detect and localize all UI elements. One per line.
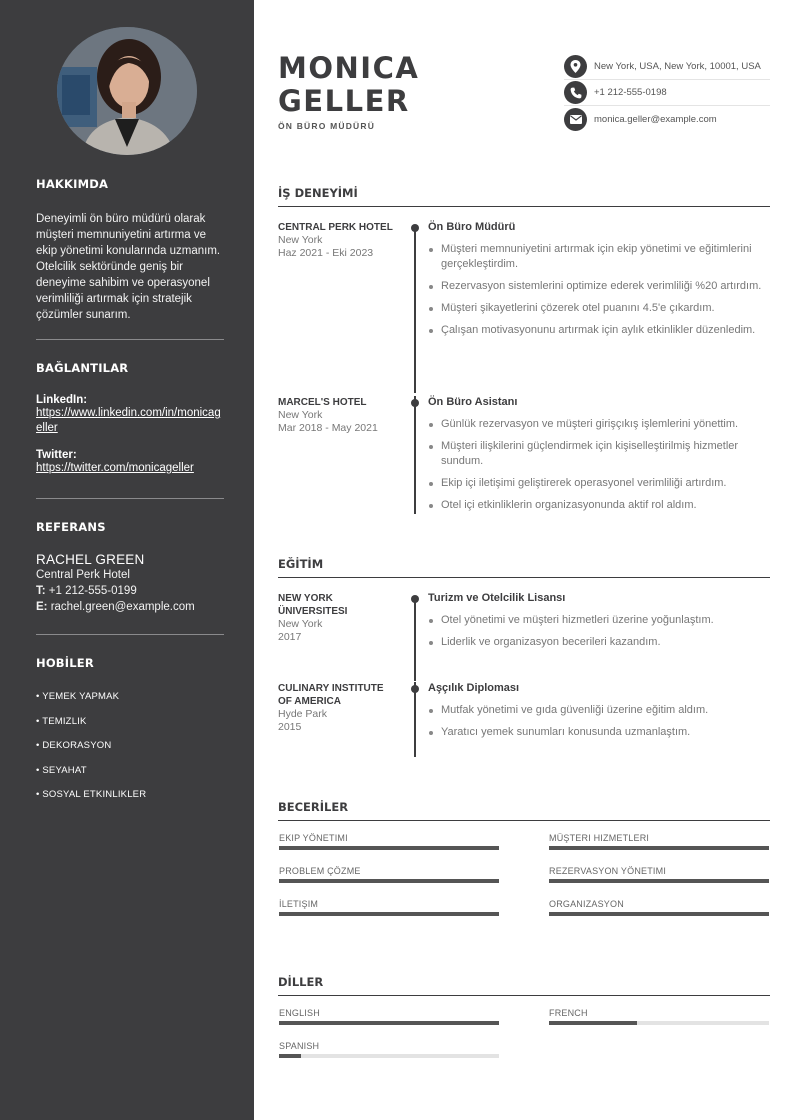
graduation-year: 2015 xyxy=(278,721,302,733)
skill-name: EKIP YÖNETIMI xyxy=(279,833,348,843)
hobby-item: • SEYAHAT xyxy=(36,764,87,776)
achievement-bullet: Müşteri ilişkilerini güçlendirmek için kişiselleştirilmiş hizmetler sundum. xyxy=(428,439,770,469)
reference-title: REFERANS xyxy=(36,520,106,534)
address-text: New York, USA, New York, 10001, USA xyxy=(594,61,761,72)
sidebar xyxy=(0,0,254,1120)
language-bar xyxy=(279,1021,499,1025)
timeline-line xyxy=(414,225,416,393)
timeline-dot xyxy=(411,224,419,232)
language-bar-fill xyxy=(549,1021,637,1025)
reference-phone: T: +1 212-555-0199 xyxy=(36,585,137,597)
hobby-item: • SOSYAL ETKINLIKLER xyxy=(36,789,147,800)
links-section xyxy=(36,361,224,476)
language-bar xyxy=(279,1054,499,1058)
profile-photo xyxy=(57,27,197,155)
role-title: Ön Büro Müdürü xyxy=(428,221,516,233)
twitter-label: Twitter: xyxy=(36,449,77,461)
skill-item xyxy=(549,833,769,850)
skill-bar-fill xyxy=(549,846,769,850)
skill-bar xyxy=(279,912,499,916)
experience-title: İŞ DENEYİMİ xyxy=(278,186,770,207)
graduation-year: 2017 xyxy=(278,631,302,643)
achievement-bullet: Otel içi etkinliklerin organizasyonunda aktif rol aldım. xyxy=(428,498,770,513)
skill-bar xyxy=(549,846,769,850)
school-location: New York xyxy=(278,618,323,630)
school-name: CULINARY INSTITUTE OF AMERICA xyxy=(278,683,384,707)
skill-bar-fill xyxy=(279,846,499,850)
about-title: HAKKIMDA xyxy=(36,177,109,191)
links-title: BAĞLANTILAR xyxy=(36,361,129,375)
language-name: ENGLISH xyxy=(279,1008,320,1018)
achievement-bullet: Günlük rezervasyon ve müşteri girişçıkış işlemlerini yönettim. xyxy=(428,417,770,432)
skill-bar xyxy=(549,879,769,883)
achievement-bullet: Müşteri memnuniyetini artırmak için ekip yönetimi ve eğitimlerini gerçekleştirdim. xyxy=(428,242,770,272)
skill-bar-fill xyxy=(279,879,499,883)
achievement-bullet: Müşteri şikayetlerini çözerek otel puanını 4.5'e çıkardım. xyxy=(428,301,770,316)
education-entry xyxy=(278,592,770,677)
skill-bar xyxy=(279,879,499,883)
reference-company: Central Perk Hotel xyxy=(36,569,130,581)
language-item xyxy=(279,1008,499,1025)
employer-location: New York xyxy=(278,409,323,421)
divider xyxy=(36,339,224,340)
skill-item xyxy=(549,866,769,883)
hobbies-section xyxy=(36,656,224,814)
hobbies-title: HOBİLER xyxy=(36,656,94,670)
skills-title: BECERİLER xyxy=(278,800,770,821)
school-location: Hyde Park xyxy=(278,708,328,720)
linkedin-link[interactable]: https://www.linkedin.com/in/monicageller xyxy=(36,407,221,434)
contact-phone xyxy=(564,80,770,106)
skill-bar xyxy=(549,912,769,916)
education-bullet: Otel yönetimi ve müşteri hizmetleri üzerine yoğunlaştım. xyxy=(428,613,770,628)
timeline-line xyxy=(414,396,416,514)
divider xyxy=(36,634,224,635)
language-item xyxy=(279,1041,499,1058)
skill-item xyxy=(549,899,769,916)
skill-name: İLETIŞIM xyxy=(279,899,319,909)
reference-email: E: rachel.green@example.com xyxy=(36,601,195,613)
language-name: FRENCH xyxy=(549,1008,588,1018)
skill-name: MÜŞTERI HIZMETLERI xyxy=(549,833,650,843)
contact-address xyxy=(564,54,770,80)
candidate-name: MONICA GELLER xyxy=(278,51,420,118)
language-bar-fill xyxy=(279,1021,499,1025)
twitter-link[interactable]: https://twitter.com/monicageller xyxy=(36,462,194,474)
education-entry xyxy=(278,682,770,757)
achievement-bullet: Rezervasyon sistemlerini optimize ederek verimliliği %20 artırdım. xyxy=(428,279,770,294)
contact-email xyxy=(564,106,770,132)
language-name: SPANISH xyxy=(279,1041,320,1051)
about-section xyxy=(36,177,224,323)
achievement-bullet: Çalışan motivasyonunu artırmak için aylık etkinlikler düzenledim. xyxy=(428,323,770,338)
hobby-item: • YEMEK YAPMAK xyxy=(36,691,120,702)
timeline-line xyxy=(414,596,416,681)
employer-location: New York xyxy=(278,234,323,246)
reference-name: RACHEL GREEN xyxy=(36,552,145,567)
skill-name: ORGANIZASYON xyxy=(549,899,624,909)
timeline-dot xyxy=(411,595,419,603)
location-pin-icon xyxy=(564,55,587,78)
skill-name: REZERVASYON YÖNETIMI xyxy=(549,866,667,876)
achievement-bullet: Ekip içi iletişimi geliştirerek operasyonel verimliliği artırdım. xyxy=(428,476,770,491)
reference-section xyxy=(36,520,224,615)
skill-bar-fill xyxy=(549,879,769,883)
education-bullet: Liderlik ve organizasyon becerileri kazandım. xyxy=(428,635,770,650)
skill-bar-fill xyxy=(279,912,499,916)
divider xyxy=(36,498,224,499)
language-item xyxy=(549,1008,769,1025)
hobby-item: • TEMIZLIK xyxy=(36,715,87,727)
skill-item xyxy=(279,833,499,850)
employer-name: CENTRAL PERK HOTEL xyxy=(278,222,393,233)
job-title: ÖN BÜRO MÜDÜRÜ xyxy=(278,121,376,131)
experience-entry xyxy=(278,221,770,391)
linkedin-label: LinkedIn: xyxy=(36,394,88,406)
skill-item xyxy=(279,866,499,883)
education-bullet: Yaratıcı yemek sunumları konusunda uzmanlaştım. xyxy=(428,725,770,740)
email-text[interactable]: monica.geller@example.com xyxy=(594,113,717,125)
phone-icon xyxy=(564,81,587,104)
school-name: NEW YORK ÜNIVERSITESI xyxy=(278,593,348,617)
timeline-line xyxy=(414,682,416,757)
employer-name: MARCEL'S HOTEL xyxy=(278,397,367,408)
hobby-item: • DEKORASYON xyxy=(36,740,112,751)
employment-dates: Mar 2018 - May 2021 xyxy=(278,422,378,434)
language-bar xyxy=(549,1021,769,1025)
languages-title: DİLLER xyxy=(278,975,770,996)
about-text: Deneyimli ön büro müdürü olarak müşteri memnuniyetini artırma ve ekip yönetimi konularında uzmanım. Otelcilik sektöründe geniş bir deneyime sahibim ve operasyonel verimliliği artırmak için stratejik çözümler sunarım. xyxy=(36,213,221,321)
employment-dates: Haz 2021 - Eki 2023 xyxy=(278,247,374,259)
experience-entry xyxy=(278,396,770,516)
skill-name: PROBLEM ÇÖZME xyxy=(279,866,361,876)
skill-item xyxy=(279,899,499,916)
education-title: EĞİTİM xyxy=(278,557,770,578)
role-title: Ön Büro Asistanı xyxy=(428,396,518,408)
degree-title: Aşçılık Diploması xyxy=(428,682,520,694)
language-bar-fill xyxy=(279,1054,301,1058)
email-icon xyxy=(564,108,587,131)
timeline-dot xyxy=(411,399,419,407)
phone-text: +1 212-555-0198 xyxy=(594,87,667,98)
degree-title: Turizm ve Otelcilik Lisansı xyxy=(428,592,566,604)
timeline-dot xyxy=(411,685,419,693)
skill-bar-fill xyxy=(549,912,769,916)
skill-bar xyxy=(279,846,499,850)
education-bullet: Mutfak yönetimi ve gıda güvenliği üzerine eğitim aldım. xyxy=(428,703,770,718)
